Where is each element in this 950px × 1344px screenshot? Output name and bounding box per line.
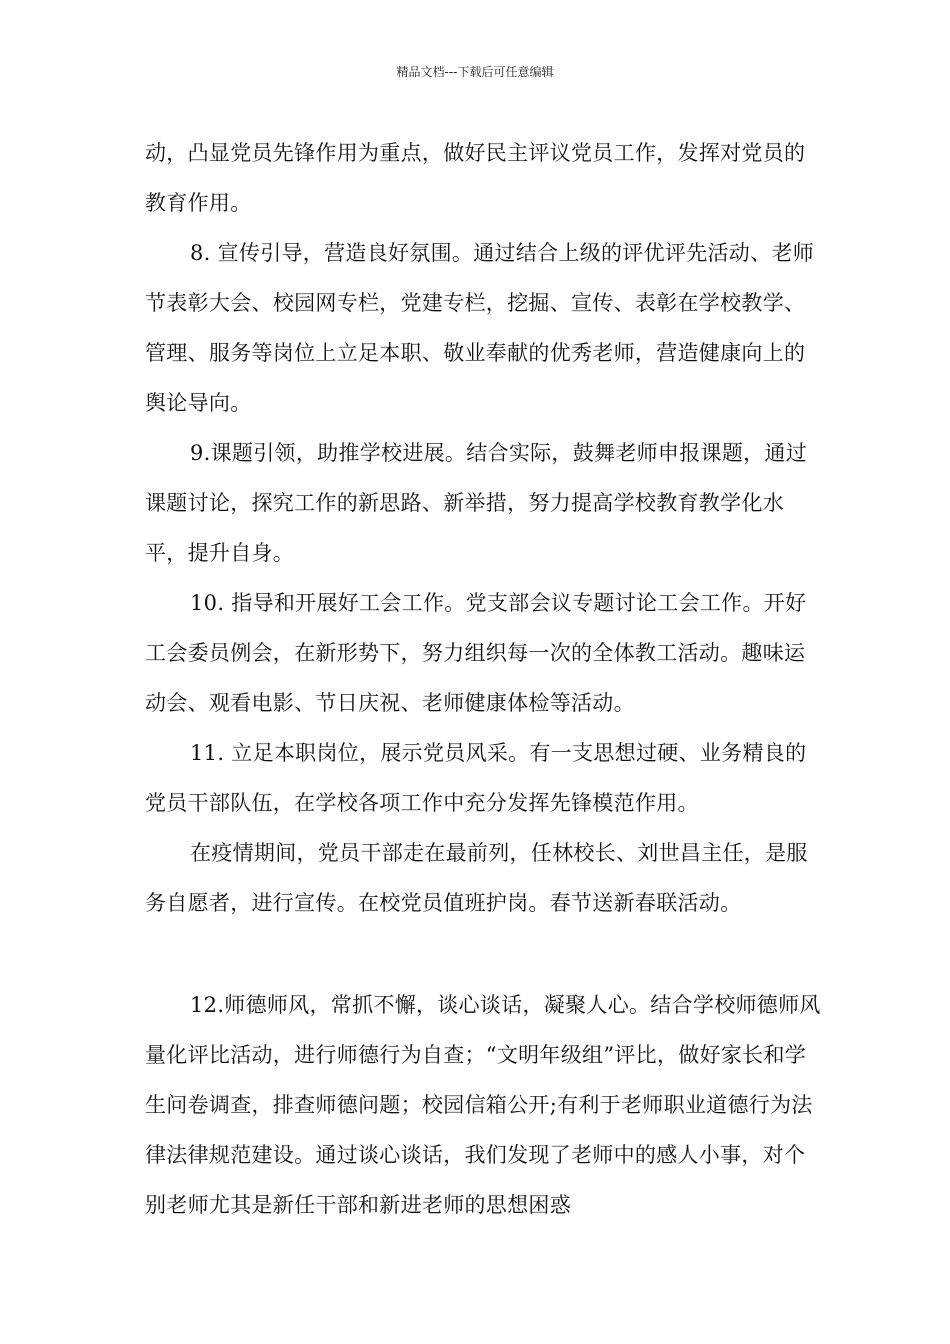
paragraph-epidemic: 在疫情期间，党员干部走在最前列，任林校长、刘世昌主任，是服务自愿者，进行宣传。在校党员值班护岗。春节送新春联活动。 bbox=[145, 841, 808, 915]
paragraph-item-9: 9.课题引领，助推学校进展。结合实际，鼓舞老师申报课题，通过课题讨论，探究工作的新思路、新举措，努力提高学校教育教学化水平，提升自身。 bbox=[145, 441, 808, 565]
paragraph-item-10: 10. 指导和开展好工会工作。党支部会议专题讨论工会工作。开好工会委员例会，在新形势下，努力组织每一次的全体教工活动。趣味运动会、观看电影、节日庆祝、老师健康体检等活动。 bbox=[145, 591, 807, 715]
paragraph-gap bbox=[145, 928, 825, 980]
document-body bbox=[145, 128, 825, 1230]
paragraph-item-11: 11. 立足本职岗位，展示党员风采。有一支思想过硬、业务精良的党员干部队伍，在学校各项工作中充分发挥先锋模范作用。 bbox=[145, 741, 807, 815]
paragraph-continuation: 动，凸显党员先锋作用为重点，做好民主评议党员工作，发挥对党员的教育作用。 bbox=[145, 141, 806, 215]
paragraph-item-8: 8. 宣传引导，营造良好氛围。通过结合上级的评优评先活动、老师节表彰大会、校园网专栏，党建专栏，挖掘、宣传、表彰在学校教学、管理、服务等岗位上立足本职、敬业奉献的优秀老师，营造健康向上的舆论导向。 bbox=[145, 241, 815, 415]
page-header: 精品文档---下载后可任意编辑 bbox=[396, 65, 554, 79]
paragraph-item-12: 12.师德师风，常抓不懈，谈心谈话，凝聚人心。结合学校师德师风量化评比活动，进行师德行为自查；“文明年级组”评比，做好家长和学生问卷调查，排查师德问题；校园信箱公开;有利于老师职业道德行为法律法律规范建设。通过谈心谈话，我们发现了老师中的感人小事，对个别老师尤其是新任干部和新进老师的思想困惑 bbox=[145, 993, 821, 1217]
